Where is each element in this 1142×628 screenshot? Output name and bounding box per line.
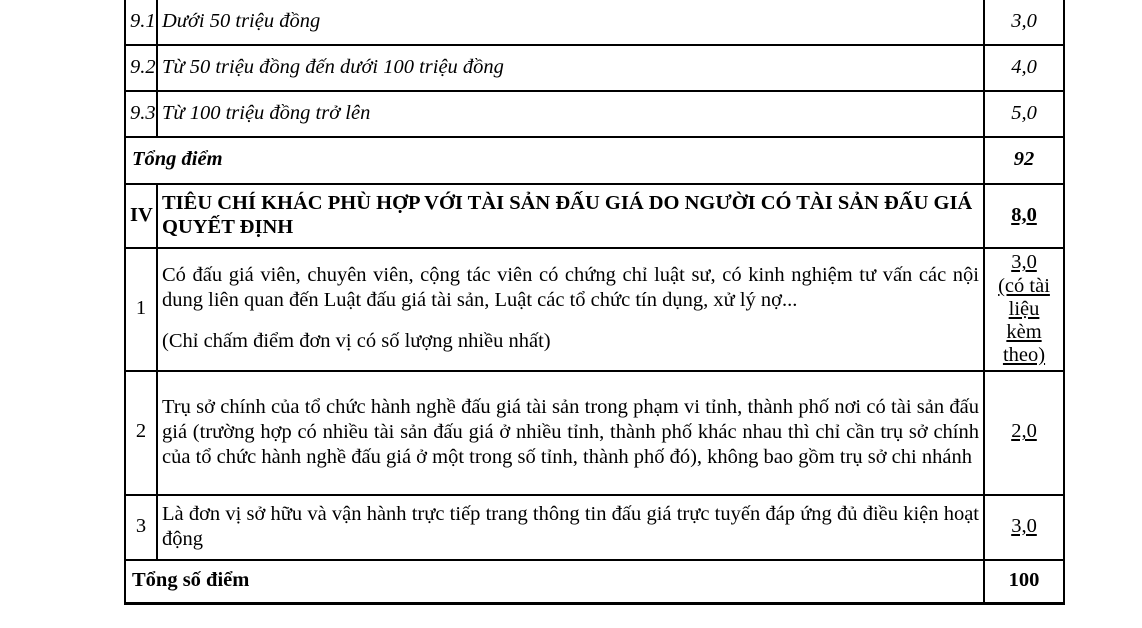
row-description-note: (Chỉ chấm điểm đơn vị có số lượng nhiều nhất)	[162, 330, 551, 353]
row-score-value: 3,0	[1011, 251, 1037, 273]
row-index: 9.2	[125, 45, 157, 91]
row-score: 5,0	[984, 91, 1064, 137]
row-description: Từ 50 triệu đồng đến dưới 100 triệu đồng	[157, 45, 984, 91]
table-row	[125, 495, 1064, 560]
grand-total-row	[125, 560, 1064, 604]
table-row	[125, 248, 1064, 371]
row-score	[984, 248, 1064, 371]
row-description: Từ 100 triệu đồng trở lên	[157, 91, 984, 137]
table-row	[125, 371, 1064, 495]
table-row	[125, 91, 1064, 137]
subtotal-score: 92	[984, 137, 1064, 184]
subtotal-row	[125, 137, 1064, 184]
row-score: 4,0	[984, 45, 1064, 91]
subtotal-label: Tổng điểm	[125, 137, 984, 184]
row-description-main: Có đấu giá viên, chuyên viên, cộng tác viên có chứng chỉ luật sư, có kinh nghiệm tư vấn các nội dung liên quan đến Luật đấu giá tài sản, Luật các tổ chức tín dụng, xử lý nợ...	[162, 264, 979, 312]
row-score-value: 3,0	[1011, 514, 1037, 537]
grand-total-label: Tổng số điểm	[125, 560, 984, 604]
row-index: 2	[125, 371, 157, 495]
row-description-main: Trụ sở chính của tổ chức hành nghề đấu giá tài sản trong phạm vi tỉnh, thành phố nơi có tài sản đấu giá (trường hợp có nhiều tài sản đấu giá ở nhiều tỉnh, thành phố khác nhau thì chỉ cần trụ sở chính của tổ chức hành nghề đấu giá ở một trong số tỉnh, thành phố đó), không bao gồm trụ sở chi nhánh	[162, 395, 979, 468]
section-title: TIÊU CHÍ KHÁC PHÙ HỢP VỚI TÀI SẢN ĐẤU GIÁ DO NGƯỜI CÓ TÀI SẢN ĐẤU GIÁ QUYẾT ĐỊNH	[157, 184, 984, 248]
scoring-criteria-table	[124, 0, 1065, 605]
row-score	[984, 371, 1064, 495]
row-index: 9.3	[125, 91, 157, 137]
row-index: 9.1	[125, 0, 157, 45]
row-score-value: 2,0	[1011, 420, 1037, 443]
grand-total-score: 100	[984, 560, 1064, 604]
section-header-row	[125, 184, 1064, 248]
section-score: 8,0	[984, 184, 1064, 248]
row-description: Dưới 50 triệu đồng	[157, 0, 984, 45]
row-score: 3,0	[984, 0, 1064, 45]
row-index: 1	[125, 248, 157, 371]
row-score-note: (có tài liệu kèm theo)	[998, 274, 1050, 366]
row-description	[157, 248, 984, 371]
section-number: IV	[125, 184, 157, 248]
table-row	[125, 0, 1064, 45]
row-description	[157, 495, 984, 560]
table-row	[125, 45, 1064, 91]
row-score	[984, 495, 1064, 560]
row-index: 3	[125, 495, 157, 560]
row-description-main: Là đơn vị sở hữu và vận hành trực tiếp trang thông tin đấu giá trực tuyến đáp ứng đủ điều kiện hoạt động	[162, 502, 979, 550]
row-description	[157, 371, 984, 495]
